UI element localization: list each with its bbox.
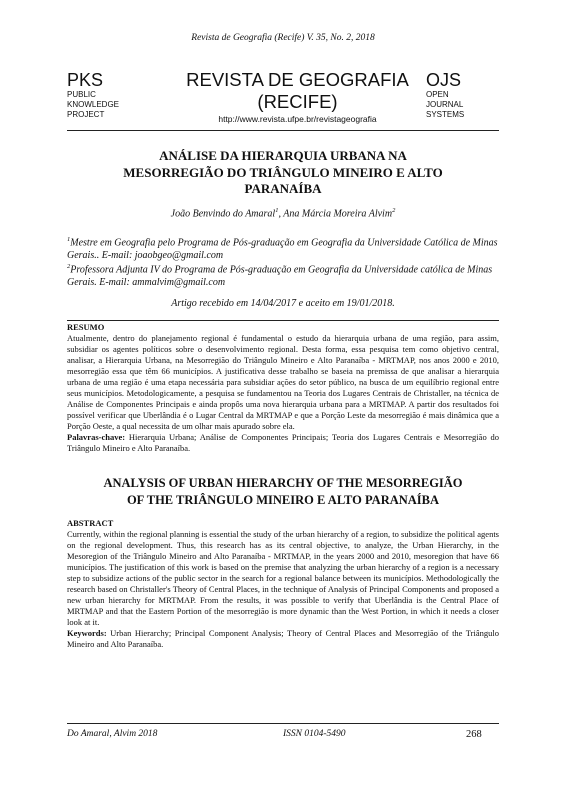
affiliation-1-text: Mestre em Geografia pelo Programa de Pós-graduação em Geografia da Universidade Católica de Minas Gerais.. E-mail: joaobgeo@gmail.com [67,237,498,261]
journal-url: http://www.revista.ufpe.br/revistageografia [218,114,377,124]
footer-issn: ISSN 0104-5490 [283,729,346,739]
english-title-line-1: ANALYSIS OF URBAN HIERARCHY OF THE MESORREGIÃO [103,476,463,490]
resumo-body [67,333,499,454]
article-title-line-3: PARANAÍBA [244,181,322,196]
ojs-label: OJS [426,70,462,90]
english-title-line-2: OF THE TRIÂNGULO MINEIRO E ALTO PARANAÍBA [126,492,440,507]
pkp-line-2: KNOWLEDGE [67,100,120,109]
article-title [80,148,486,198]
keywords-label-pt: Palavras-chave: [67,432,126,442]
pkp-line-3: PROJECT [67,110,105,119]
journal-masthead [160,69,435,124]
affiliation-2 [67,261,499,289]
author-1: João Benvindo do Amaral [170,208,276,220]
author-separator: , [278,208,284,220]
resumo-text: Atualmente, dentro do planejamento regional é fundamental o estudo da hierarquia urbana de uma região, para assim, subsidiar os agentes políticos sobre o desenvolvimento regional. Desta forma, essa pesquisa tem como objetivo central, analisar, a Hierarquia Urbana, na Mesorregião do Triângulo Mineiro e Alto Paranaíba - MRTMAP, nos anos 2000 e 2010, mesorregião essa que têm 66 municípios. A justificativa desse trabalho se baseia na premissa de que analisar a hierarquia urbana de uma região é uma etapa necessária para subsidiar ações do setor público, na busca de um equilíbrio regional entre seus municípios. Metodologicamente, a pesquisa se fundamentou na Teoria dos Lugares Centrais de Christaller, na técnica de Análise de Componentes Principais e ainda propôs uma nova hierarquia urbana para a MRTMAP. A partir dos resultados foi possível verificar que Uberlândia é o Lugar Central da MRTMAP e que a Porção Leste da mesorregião é mais dinâmica que a Porção Oeste, a qual necessita de um olhar mais apurado sobre ela. [67,333,499,431]
pks-label: PKS [67,70,104,90]
author-2-ref: 2 [392,207,396,214]
running-header: Revista de Geografia (Recife) V. 35, No. 2, 2018 [191,33,375,43]
ojs-line-3: SYSTEMS [426,110,465,119]
affiliation-1 [67,234,499,262]
keywords-text-en: Urban Hierarchy; Principal Component Analysis; Theory of Central Places and Mesorregião of the Triângulo Mineiro and Alto Paranaíba. [67,628,499,649]
affiliation-2-text: Professora Adjunta IV do Programa de Pós-graduação em Geografia da Universidade católica de Minas Gerais. E-mail: ammalvim@gmail.com [67,264,493,288]
keywords-label-en: Keywords: [67,628,107,638]
abstract-heading: ABSTRACT [67,518,114,528]
keywords-text-pt: Hierarquia Urbana; Análise de Componentes Principais; Teoria dos Lugares Centrais e Mesorregião do Triângulo Mineiro e Alto Paranaíba. [67,432,499,453]
pkp-line-1: PUBLIC [67,90,96,99]
received-dates: Artigo recebido em 14/04/2017 e aceito em 19/01/2018. [171,298,395,309]
resumo-heading: RESUMO [67,322,105,332]
affiliation-1-ref: 1 [67,236,71,243]
english-title [90,475,476,508]
masthead-divider [67,130,499,131]
article-title-line-1: ANÁLISE DA HIERARQUIA URBANA NA [159,148,407,163]
ojs-line-1: OPEN [426,90,449,99]
author-1-ref: 1 [275,207,279,214]
abstract-text: Currently, within the regional planning is essential the study of the urban hierarchy of a region, to subsidize the political agents on the regional development. Thus, this research has as its central objective, to analyze, the Urban Hierarchy, in the Mesoregion of the Triângulo Mineiro and Alto Paranaíba - MRTMAP, in the years 2000 and 2010, mesoregion that have 66 municípios. The justification of this work is based on the premise that analyzing the urban hierarchy of a region is a necessary step to subsidize actions of the public sector in the search for a regional balance between its municípios. Methodologically the research based on Christaller's Theory of Central Places, in the technique of Analysis of Principal Components and proposed a new urban hierarchy for MRTMAP. From the results, it was possible to verify that Uberlândia is the Central Place of MRTMAP and that the Eastern Portion of the mesorregião is more dynamic than the West Portion, in which it needs a closer look at it. [67,529,499,627]
journal-title-line-1: REVISTA DE GEOGRAFIA [186,69,409,90]
pkp-logo-block [67,70,119,120]
abstract-divider [67,320,499,321]
article-title-line-2: MESORREGIÃO DO TRIÂNGULO MINEIRO E ALTO [123,164,443,180]
authors [0,207,566,219]
abstract-body [67,529,499,650]
footer-divider [67,723,499,724]
page-number: 268 [466,729,482,740]
journal-title-line-2: (RECIFE) [257,91,338,112]
ojs-logo-block [426,70,464,120]
author-2: Ana Márcia Moreira Alvim [283,208,393,220]
resumo-keywords [67,432,499,454]
abstract-keywords [67,628,499,650]
ojs-line-2: JOURNAL [426,100,464,109]
footer-authors: Do Amaral, Alvim 2018 [67,729,158,739]
affiliation-2-ref: 2 [67,263,71,270]
